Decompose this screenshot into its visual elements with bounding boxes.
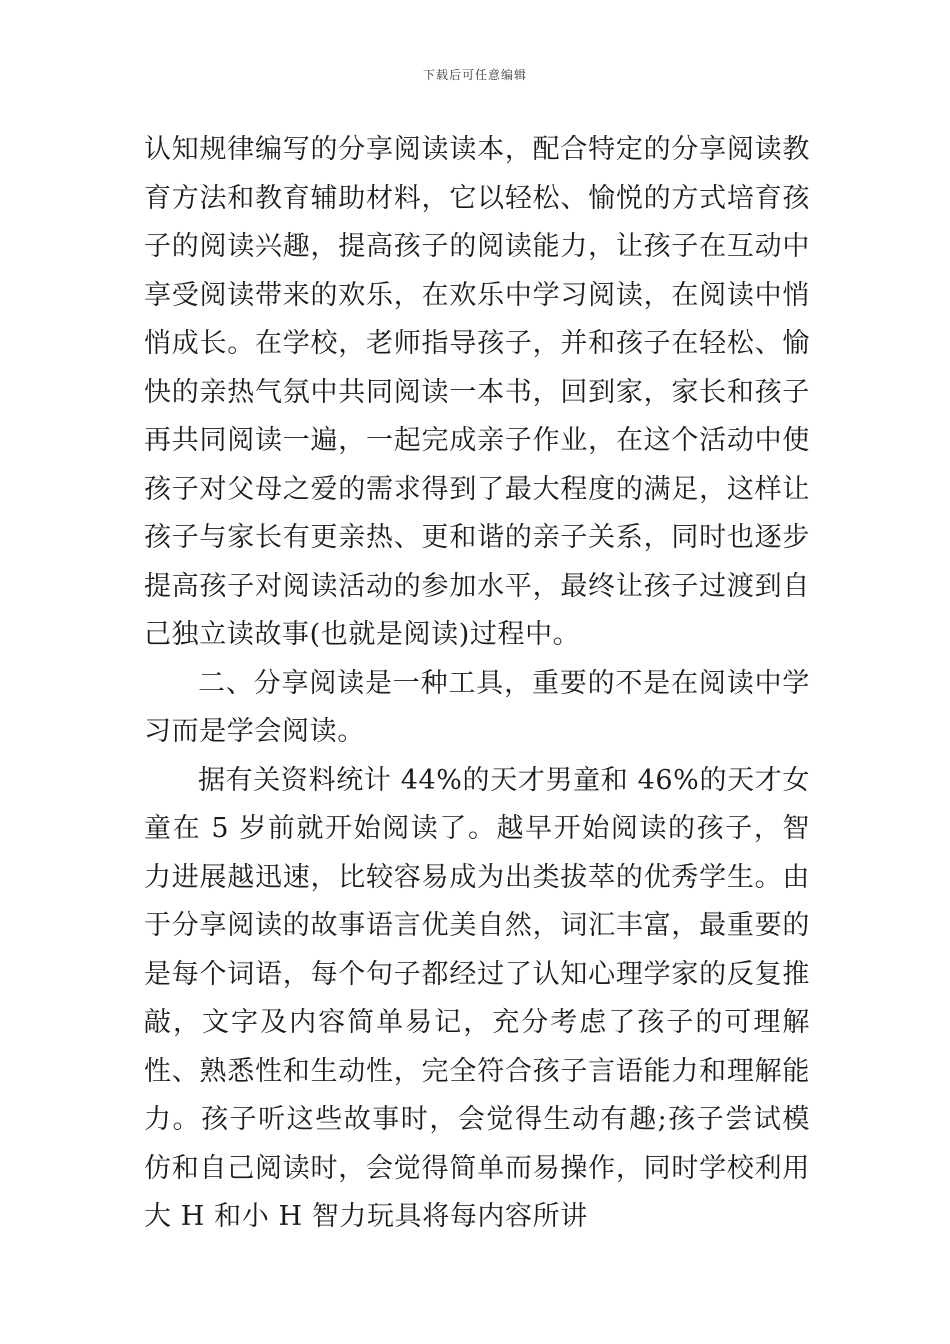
section-heading-two: 二、分享阅读是一种工具，重要的不是在阅读中学习而是学会阅读。 <box>144 667 810 747</box>
paragraph-statistics: 据有关资料统计 44%的天才男童和 46%的天才女童在 5 岁前就开始阅读了。越早开始阅读的孩子，智力进展越迅速，比较容易成为出类拔萃的优秀学生。由于分享阅读的故事语言优美自然，词汇丰富，最重要的是每个词语，每个句子都经过了认知心理学家的反复推敲，文字及内容简单易记，充分考虑了孩子的可理解性、熟悉性和生动性，完全符合孩子言语能力和理解能力。孩子听这些故事时，会觉得生动有趣;孩子尝试模仿和自己阅读时，会觉得简单而易操作，同时学校利用大 H 和小 H 智力玩具将每内容所讲 <box>144 764 810 1232</box>
paragraph-continued: 认知规律编写的分享阅读读本，配合特定的分享阅读教育方法和教育辅助材料，它以轻松、愉悦的方式培育孩子的阅读兴趣，提高孩子的阅读能力，让孩子在互动中享受阅读带来的欢乐，在欢乐中学习阅读，在阅读中悄悄成长。在学校，老师指导孩子，并和孩子在轻松、愉快的亲热气氛中共同阅读一本书，回到家，家长和孩子再共同阅读一遍，一起完成亲子作业，在这个活动中使孩子对父母之爱的需求得到了最大程度的满足，这样让孩子与家长有更亲热、更和谐的亲子关系，同时也逐步提高孩子对阅读活动的参加水平，最终让孩子过渡到自己独立读故事(也就是阅读)过程中。 <box>144 134 810 650</box>
document-body <box>144 126 810 1242</box>
page-header-note: 下载后可任意编辑 <box>422 68 527 82</box>
